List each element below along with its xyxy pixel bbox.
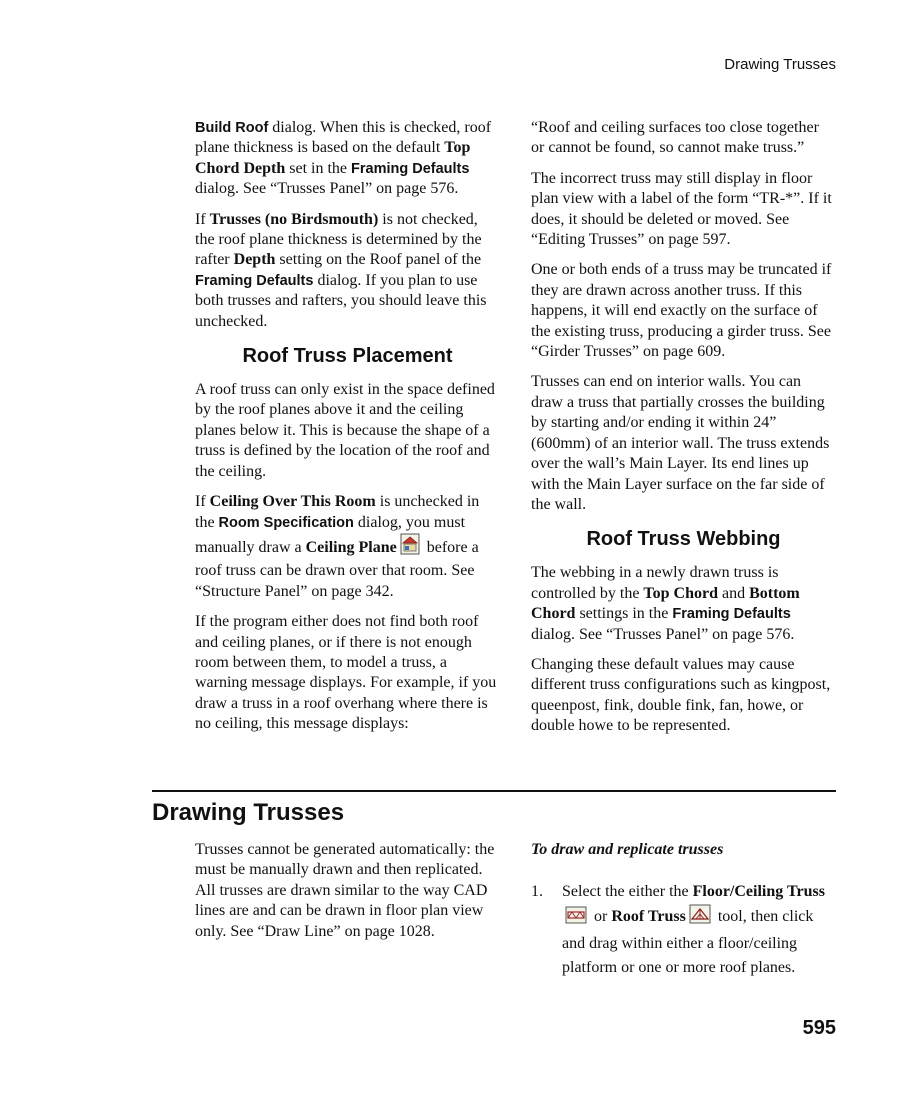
section-divider [152, 790, 836, 792]
roof-truss-icon [689, 904, 711, 932]
section-title: Drawing Trusses [152, 799, 345, 826]
heading-roof-truss-webbing: Roof Truss Webbing [586, 528, 781, 551]
procedure-step: 1. Select the either the Floor/Ceiling Truss or Roof Truss tool, then click and drag within either a floor/ceiling platform or one or more roof planes. [531, 883, 825, 977]
running-header: Drawing Trusses [724, 56, 836, 73]
page-number: 595 [802, 1017, 836, 1039]
ceiling-plane-icon [400, 533, 420, 561]
paragraph-default-values: Changing these default values may cause different truss configurations such as kingpost, queenpost, fink, double fink, fan, howe, or double howe to be represented. [531, 655, 831, 735]
procedure-title: To draw and replicate trusses [531, 841, 724, 858]
paragraph-webbing: The webbing in a newly drawn truss is controlled by the Top Chord and Bottom Chord settings in the Framing Defaults dialog. See “Trusses Panel” on page 576. [531, 564, 800, 643]
right-column-bottom [531, 840, 836, 990]
left-column-top [195, 118, 500, 745]
paragraph-intro: Trusses cannot be generated automatically: the must be manually drawn and then replicated. All trusses are drawn similar to the way CAD lines are and can be drawn in floor plan view only. See “Draw Line” on page 1028. [195, 841, 495, 940]
paragraph-placement: A roof truss can only exist in the space defined by the roof planes above it and the ceiling planes below it. This is because the shape of a truss is defined by the location of the roof and the ceiling. [195, 381, 495, 480]
right-column-top [531, 118, 836, 747]
paragraph-build-roof: Build Roof dialog. When this is checked, roof plane thickness is based on the default Top Chord Depth set in the Framing Defaults dialog. See “Trusses Panel” on page 576. [195, 119, 492, 198]
paragraph-interior-walls: Trusses can end on interior walls. You can draw a truss that partially crosses the building by starting and/or ending it within 24” (600mm) of an interior wall. The truss extends over the wall’s Main Layer. Its end lines up with the Main Layer surface on the far side of the wall. [531, 373, 830, 513]
left-column-bottom [195, 840, 500, 952]
paragraph-incorrect-truss: The incorrect truss may still display in floor plan view with a label of the form “TR-*”. If it does, it should be deleted or moved. See “Editing Trusses” on page 597. [531, 169, 832, 249]
paragraph-no-birdsmouth: If Trusses (no Birdsmouth) is not checked, the roof plane thickness is determined by the rafter Depth setting on the Roof panel of the Framing Defaults dialog. If you plan to use both trusses and rafters, you should leave this unchecked. [195, 210, 487, 330]
paragraph-warning-message: “Roof and ceiling surfaces too close together or cannot be found, so cannot make truss.” [531, 119, 819, 157]
paragraph-truncated: One or both ends of a truss may be truncated if they are drawn across another truss. If this happens, it will end exactly on the surface of the existing truss, producing a girder truss. See “Girder Trusses” on page 609. [531, 261, 832, 361]
paragraph-warning: If the program either does not find both roof and ceiling planes, or if there is not enough room between them, to model a truss, a warning message displays. For example, if you draw a truss in a roof overhang where there is no ceiling, this message displays: [195, 613, 497, 733]
floor-ceiling-truss-icon [565, 906, 587, 932]
heading-roof-truss-placement: Roof Truss Placement [242, 345, 453, 368]
paragraph-ceiling-over-room: If Ceiling Over This Room is unchecked in the Room Specification dialog, you must manually draw a Ceiling Plane before a roof truss can be drawn over that room. See “Structure Panel” on page 342. [195, 493, 480, 600]
